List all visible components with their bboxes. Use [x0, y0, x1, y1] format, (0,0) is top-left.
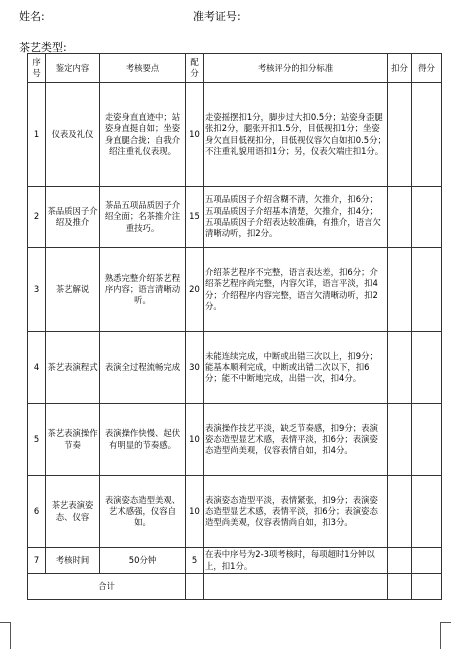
row-standard: 五项品质因子介绍含糊不清，欠推介，扣6分；五项品质因子介绍基本清楚，欠推介，扣4分；五项品质因子介绍表达较准确，有推介，语言欠清晰动听，扣2分。 [204, 187, 388, 248]
row-result-cell[interactable] [412, 332, 442, 404]
row-content: 茶艺表演操作节奏 [46, 404, 100, 476]
row-points: 表演姿态造型美观、艺术感强，仪容自如。 [100, 476, 186, 548]
row-result-cell[interactable] [412, 187, 442, 248]
row-content: 仪表及礼仪 [46, 83, 100, 187]
row-score: 10 [186, 476, 204, 548]
row-standard: 走姿摇摆扣1分，脚步过大扣0.5分；站姿身歪腿张扣2分，腿张开扣1.5分，目低视扣1分；坐姿身欠直目低视扣分，目低视仪容欠自如扣0.5分；不注重礼貌用语扣1分；另，仪表欠端庄扣1分。 [204, 83, 388, 187]
row-standard: 在表中序号为2-3项考核时，每项超时1分钟以上，扣1分。 [204, 548, 388, 574]
crop-mark-right [440, 622, 441, 649]
crop-mark-left-tick [0, 622, 11, 623]
row-deduction-cell[interactable] [388, 404, 412, 476]
row-content: 茶艺表演程式 [46, 332, 100, 404]
row-no: 6 [28, 476, 46, 548]
row-deduction-cell[interactable] [388, 83, 412, 187]
row-no: 2 [28, 187, 46, 248]
row-result-cell[interactable] [412, 248, 442, 332]
row-points: 表演操作快慢、起伏有明显的节奏感。 [100, 404, 186, 476]
row-no: 1 [28, 83, 46, 187]
total-label: 合计 [28, 574, 186, 600]
row-deduction-cell[interactable] [388, 248, 412, 332]
row-content: 考核时间 [46, 548, 100, 574]
row-deduction-cell[interactable] [388, 332, 412, 404]
table-row [28, 332, 442, 404]
col-header-points: 考核要点 [100, 54, 186, 83]
col-header-standard: 考核评分的扣分标准 [204, 54, 388, 83]
row-result-cell[interactable] [412, 83, 442, 187]
row-standard: 未能连续完成，中断或出错三次以上，扣9分；能基本顺利完成，中断或出错二次以下，扣6分；能不中断地完成，出错一次，扣4分。 [204, 332, 388, 404]
col-header-no: 序号 [28, 54, 46, 83]
crop-mark-right-tick [440, 622, 451, 623]
total-row [28, 574, 442, 600]
total-standard-cell [204, 574, 388, 600]
table-header-row [28, 54, 442, 83]
row-deduction-cell[interactable] [388, 476, 412, 548]
row-content: 茶艺解说 [46, 248, 100, 332]
row-standard: 表演操作技艺平淡，缺乏节奏感，扣9分；表演姿态造型显艺术感，表情平淡，扣6分；表演姿态造型尚美观，仪容表情自如，扣4分。 [204, 404, 388, 476]
exam-id-label: 准考证号: [193, 10, 241, 23]
table-row [28, 476, 442, 548]
row-no: 5 [28, 404, 46, 476]
row-score: 5 [186, 548, 204, 574]
total-score-cell [186, 574, 204, 600]
row-deduction-cell[interactable] [388, 187, 412, 248]
table-row [28, 248, 442, 332]
row-points: 走姿身直直迹中；站姿身直挺自如；坐姿身直腿合拢；自我介绍注重礼仪表现。 [100, 83, 186, 187]
total-deduction-cell[interactable] [388, 574, 412, 600]
row-points: 表演全过程流畅完成 [100, 332, 186, 404]
row-score: 15 [186, 187, 204, 248]
row-standard: 表演姿态造型平淡，表情紧张，扣9分；表演姿态造型显艺术感，表情平淡，扣6分；表演姿态造型尚美观，仪容表情尚自如，扣3分。 [204, 476, 388, 548]
table-row [28, 187, 442, 248]
row-content: 茶品质因子介绍及推介 [46, 187, 100, 248]
col-header-score: 配分 [186, 54, 204, 83]
table-row [28, 404, 442, 476]
tea-art-type-label: 茶艺类型: [19, 41, 67, 54]
row-points: 茶品五项品质因子介绍全面；名茶推介注重技巧。 [100, 187, 186, 248]
name-label: 姓名: [19, 10, 45, 23]
row-no: 7 [28, 548, 46, 574]
col-header-content: 鉴定内容 [46, 54, 100, 83]
table-row [28, 83, 442, 187]
col-header-result: 得分 [412, 54, 442, 83]
row-no: 4 [28, 332, 46, 404]
table-row [28, 548, 442, 574]
row-no: 3 [28, 248, 46, 332]
row-result-cell[interactable] [412, 548, 442, 574]
row-deduction-cell[interactable] [388, 548, 412, 574]
row-result-cell[interactable] [412, 476, 442, 548]
row-score: 10 [186, 404, 204, 476]
total-result-cell[interactable] [412, 574, 442, 600]
scoring-table [27, 53, 442, 600]
row-points: 熟悉完整介绍茶艺程序内容；语言清晰动听。 [100, 248, 186, 332]
row-score: 30 [186, 332, 204, 404]
row-score: 10 [186, 83, 204, 187]
row-content: 茶艺表演姿态、仪容 [46, 476, 100, 548]
row-standard: 介绍茶艺程序不完整，语言表达差，扣6分；介绍茶艺程序尚完整，内容欠详，语言平淡，扣4分；介绍程序内容完整，语言欠清晰动听，扣2分。 [204, 248, 388, 332]
row-result-cell[interactable] [412, 404, 442, 476]
row-points: 50分钟 [100, 548, 186, 574]
crop-mark-left [10, 622, 11, 649]
col-header-deduction: 扣分 [388, 54, 412, 83]
row-score: 20 [186, 248, 204, 332]
